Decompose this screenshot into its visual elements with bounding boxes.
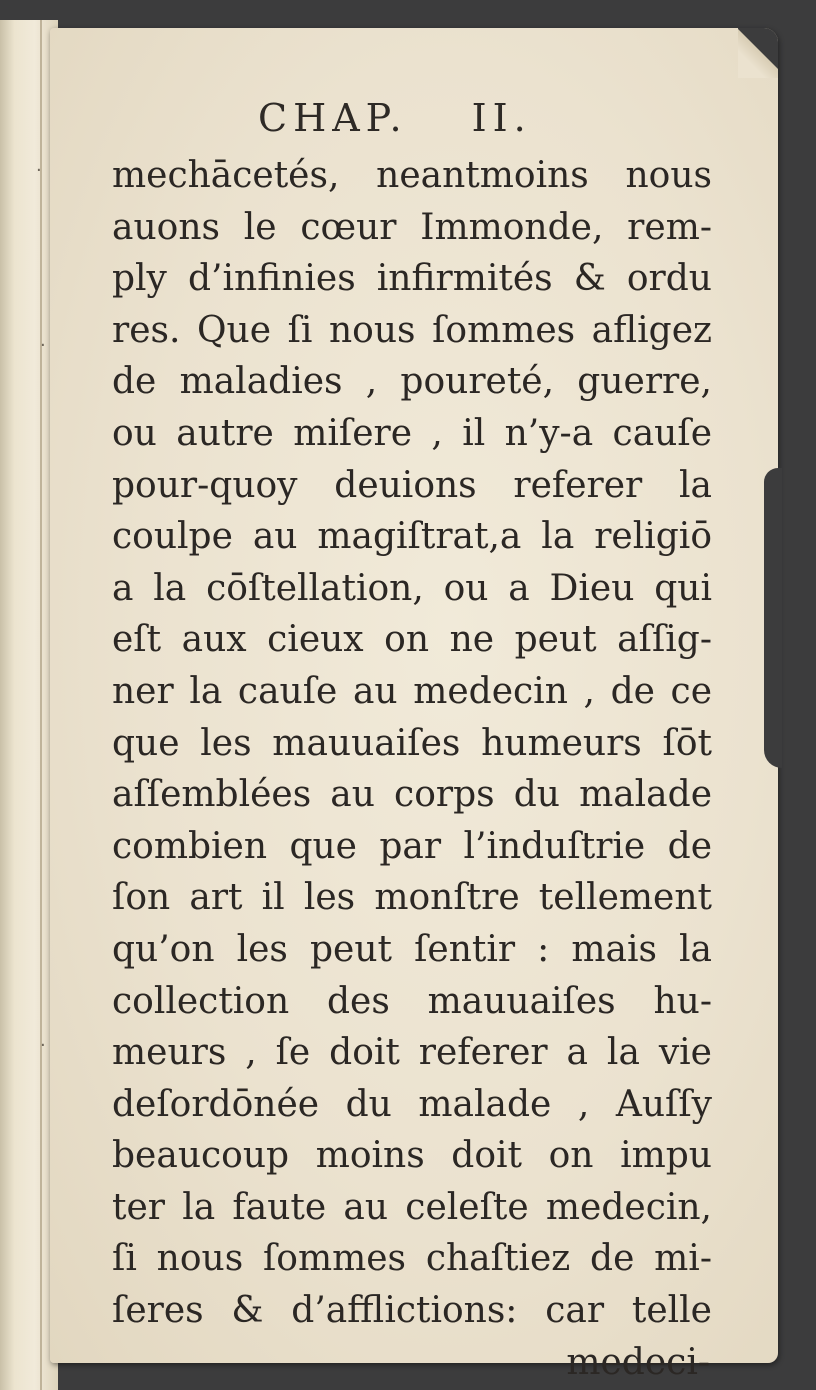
text-line: mechācetés, neantmoins nous <box>112 155 712 196</box>
page-edge-tear <box>764 468 782 768</box>
text-line: meurs , ſe doit referer a la vie <box>112 1032 712 1074</box>
text-line: que les mauuaiſes humeurs ſōt <box>112 722 712 764</box>
text-line: deſordōnée du malade , Auſſy <box>112 1083 712 1125</box>
running-head <box>258 96 532 140</box>
text-line: auons le cœur Immonde, rem- <box>112 206 712 248</box>
text-line: ſeres & d’afflictions: car telle <box>112 1290 712 1332</box>
text-line: collection des mauuaiſes hu- <box>112 980 712 1022</box>
text-line: qu’on les peut ſentir : mais la <box>112 928 712 970</box>
chapter-number: II. <box>471 96 532 140</box>
text-line: beaucoup moins doit on impu <box>112 1135 712 1177</box>
text-line: res. Que ſi nous ſommes afligez <box>112 309 712 351</box>
text-line: ner la cauſe au medecin , de ce <box>112 670 712 712</box>
text-line: combien que par l’induſtrie de <box>112 825 712 867</box>
chapter-label: CHAP. <box>258 96 408 140</box>
gutter-line <box>40 20 42 1390</box>
text-line: eſt aux cieux on ne peut aſſig- <box>112 619 712 661</box>
text-line: ſon art il les monſtre tellement <box>112 877 712 919</box>
text-line: a la cōſtellation, ou a Dieu qui <box>112 567 712 609</box>
margin-mark: · <box>40 335 46 356</box>
text-line: ou autre miſere , il n’y-a cauſe <box>112 412 712 454</box>
catchword: medeci- <box>566 1341 710 1383</box>
text-line: ſi nous ſommes chaſtiez de mi- <box>112 1238 712 1280</box>
text-line: aſſemblées au corps du malade <box>112 774 712 816</box>
text-line: de maladies , poureté, guerre, <box>112 361 712 403</box>
text-line: ter la faute au celeſte medecin, <box>112 1186 712 1228</box>
margin-mark: · <box>40 1035 46 1056</box>
text-line: coulpe au magiſtrat,a la religiō <box>112 516 712 558</box>
body-text <box>112 150 712 1388</box>
text-line: ply d’infinies infirmités & ordu <box>112 258 712 300</box>
text-line: pour-quoy deuions referer la <box>112 464 712 506</box>
margin-mark: · <box>36 160 42 181</box>
page-corner-fold <box>738 28 778 78</box>
